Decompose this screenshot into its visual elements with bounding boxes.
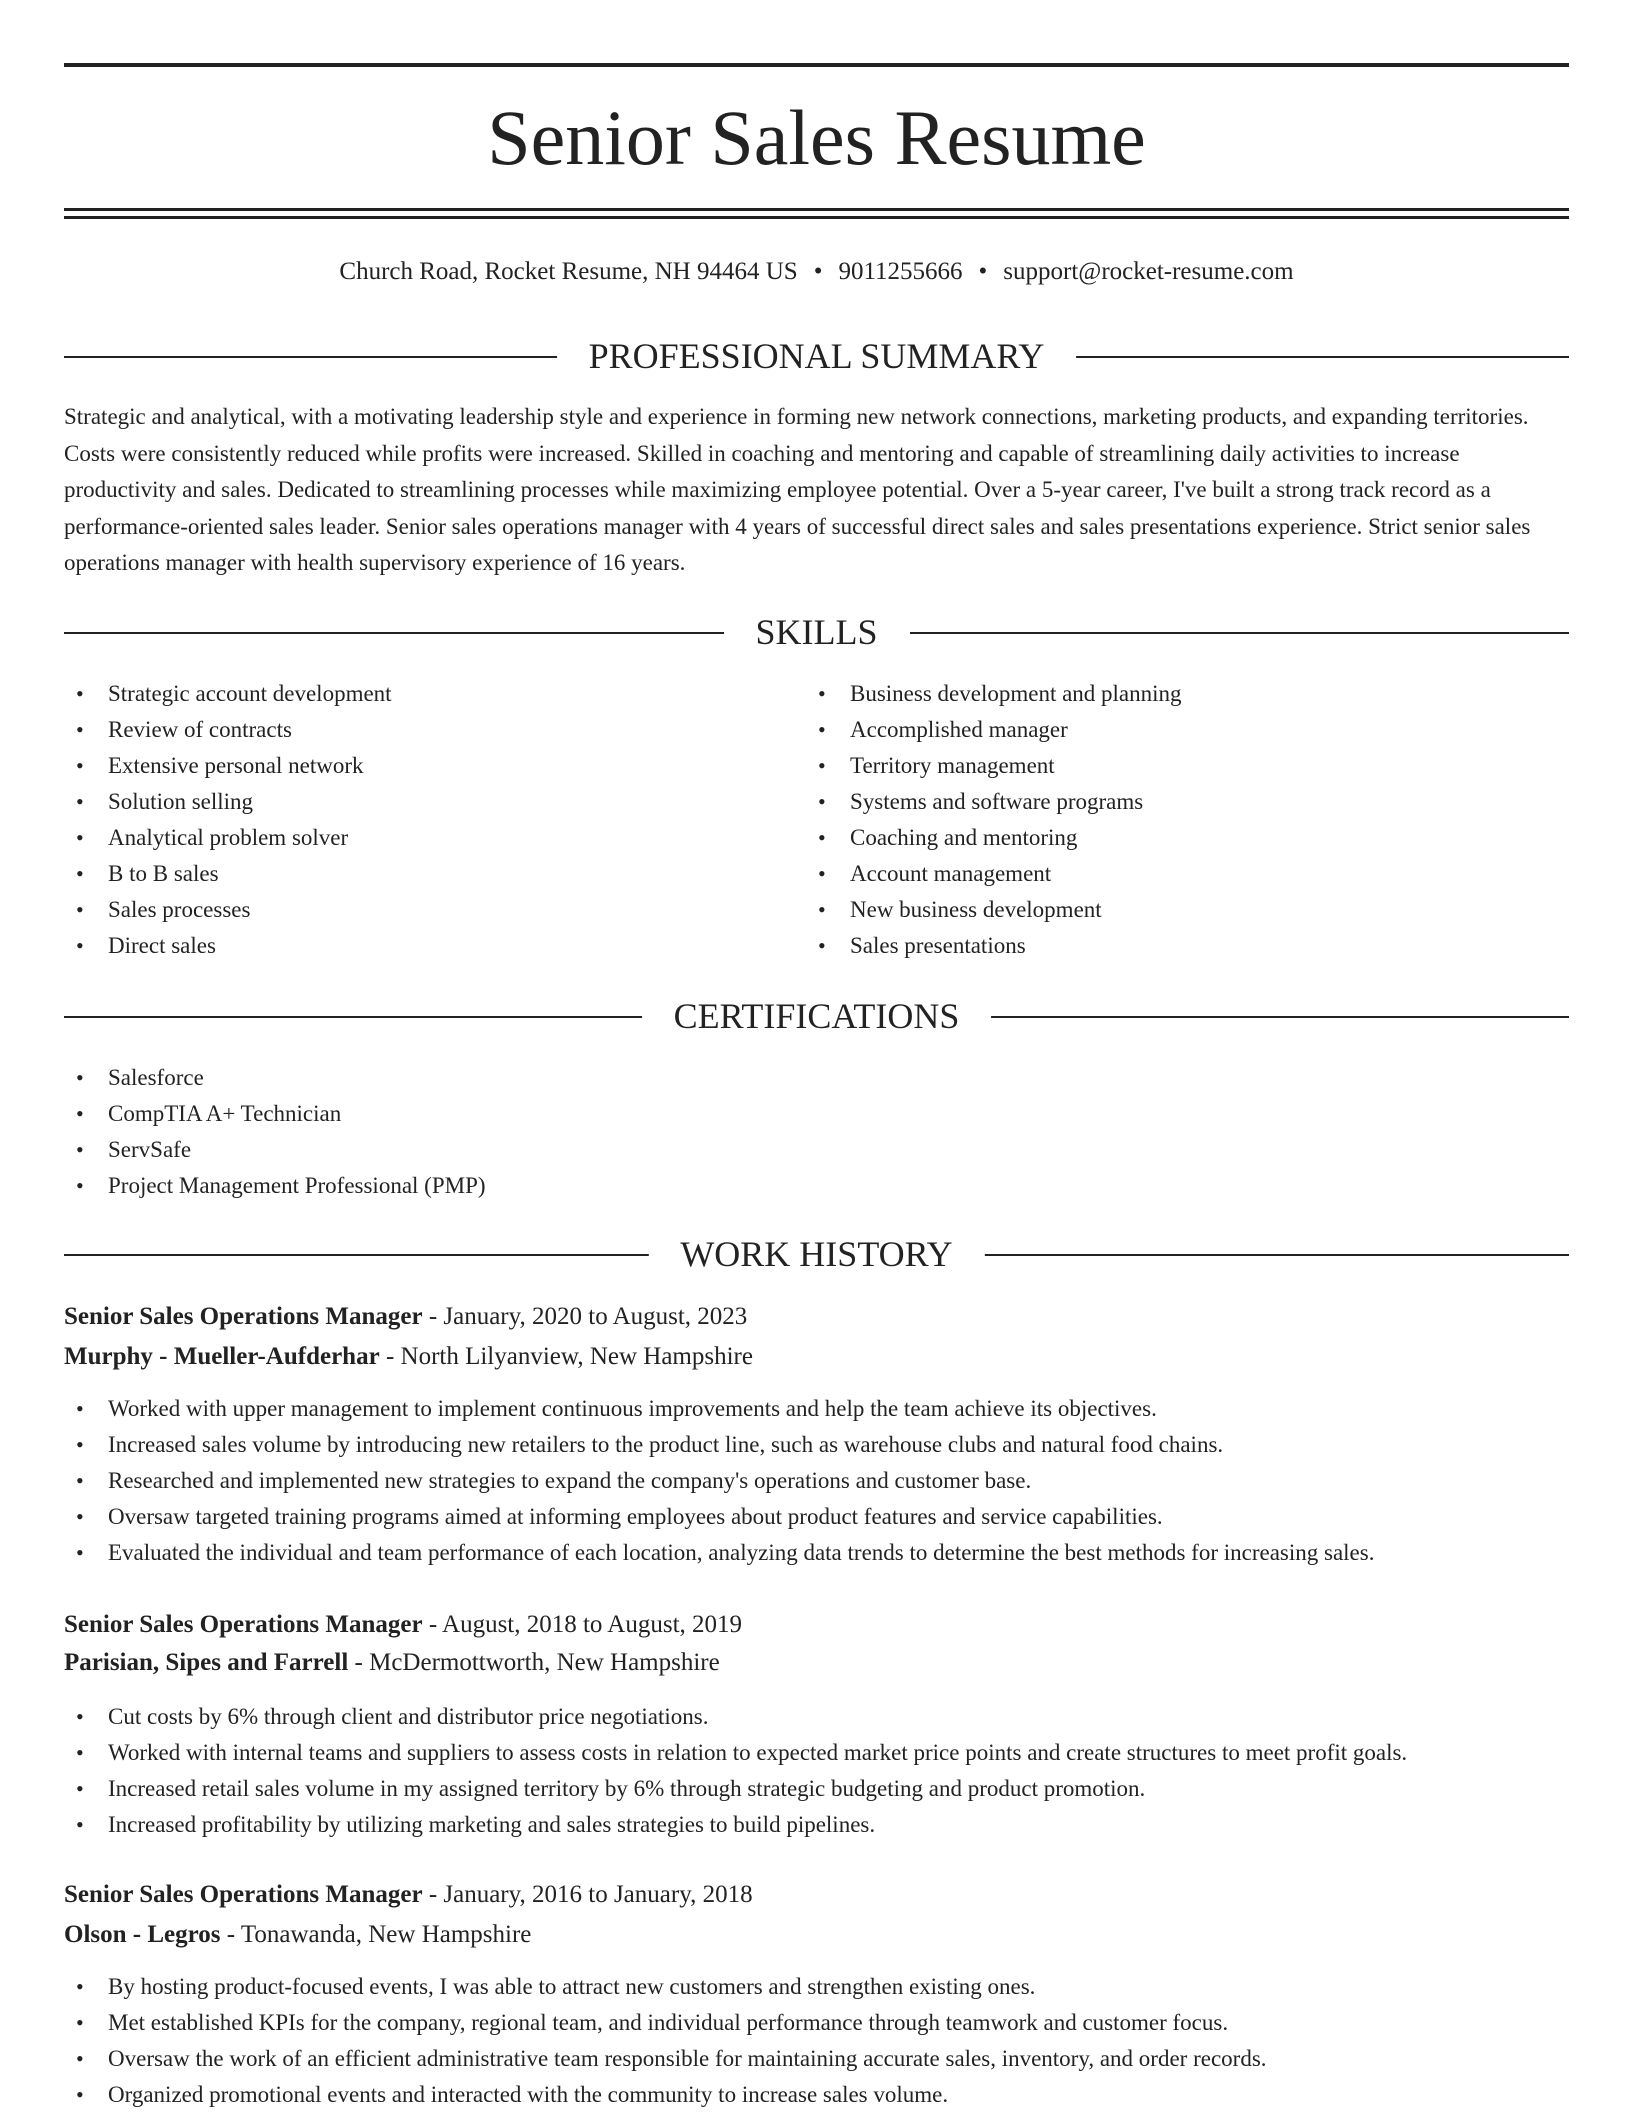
- job-bullet: • Increased retail sales volume in my assigned territory by 6% through strategic budgeting and product promotion.: [64, 1771, 1569, 1807]
- skill-item: • Territory management: [806, 748, 1506, 784]
- contact-address: Church Road, Rocket Resume, NH 94464 US: [339, 258, 798, 285]
- skills-list-right: [806, 676, 1506, 964]
- heading-text: SKILLS: [723, 607, 909, 657]
- section-heading-work-history: [64, 1229, 1569, 1279]
- job-title: Senior Sales Operations Manager: [64, 1881, 423, 1908]
- skill-item: • Account management: [806, 856, 1506, 892]
- contact-line: [64, 252, 1569, 292]
- job-bullet: • Increased profitability by utilizing marketing and sales strategies to build pipelines.: [64, 1807, 1569, 1843]
- contact-separator: •: [978, 258, 988, 285]
- heading-text: WORK HISTORY: [648, 1229, 984, 1279]
- certifications-list: [64, 1060, 1564, 1204]
- skill-item: • Strategic account development: [64, 676, 764, 712]
- skill-item: • Direct sales: [64, 928, 764, 964]
- title-double-rule-upper: [64, 208, 1569, 211]
- job-location: - McDermottworth, New Hampshire: [354, 1649, 720, 1676]
- job-bullets: [64, 1391, 1569, 1571]
- job-bullets: [64, 1699, 1569, 1843]
- job-title: Senior Sales Operations Manager: [64, 1303, 423, 1330]
- skill-item: • Business development and planning: [806, 676, 1506, 712]
- skill-item: • Review of contracts: [64, 712, 764, 748]
- skill-item: • Analytical problem solver: [64, 820, 764, 856]
- job-bullets: [64, 1969, 1569, 2113]
- job-company-line: [64, 1337, 753, 1377]
- skills-list-left: [64, 676, 764, 964]
- job-company: Olson - Legros: [64, 1921, 221, 1948]
- section-heading-skills: [64, 607, 1569, 657]
- certification-item: • ServSafe: [64, 1132, 1564, 1168]
- job-bullet: • Met established KPIs for the company, regional team, and individual performance through teamwork and customer focus.: [64, 2005, 1569, 2041]
- title-double-rule-lower: [64, 216, 1569, 219]
- job-title-line: [64, 1605, 742, 1645]
- job-bullet: • Worked with upper management to implement continuous improvements and help the team achieve its objectives.: [64, 1391, 1569, 1427]
- job-bullet: • Organized promotional events and interacted with the community to increase sales volume.: [64, 2077, 1569, 2113]
- certification-item: • Project Management Professional (PMP): [64, 1168, 1564, 1204]
- heading-text: CERTIFICATIONS: [642, 991, 992, 1041]
- contact-separator: •: [813, 258, 823, 285]
- skill-item: • Coaching and mentoring: [806, 820, 1506, 856]
- certification-item: • CompTIA A+ Technician: [64, 1096, 1564, 1132]
- job-bullet: • Researched and implemented new strategies to expand the company's operations and customer base.: [64, 1463, 1569, 1499]
- skill-item: • Sales presentations: [806, 928, 1506, 964]
- skill-item: • New business development: [806, 892, 1506, 928]
- certification-item: • Salesforce: [64, 1060, 1564, 1096]
- job-location: - Tonawanda, New Hampshire: [226, 1921, 532, 1948]
- heading-text: PROFESSIONAL SUMMARY: [557, 331, 1077, 381]
- skill-item: • B to B sales: [64, 856, 764, 892]
- job-title: Senior Sales Operations Manager: [64, 1611, 423, 1638]
- skill-item: • Extensive personal network: [64, 748, 764, 784]
- contact-email: support@rocket-resume.com: [1003, 258, 1294, 285]
- job-bullet: • Evaluated the individual and team performance of each location, analyzing data trends to determine the best methods for increasing sales.: [64, 1535, 1569, 1571]
- resume-title: Senior Sales Resume: [487, 94, 1146, 181]
- top-rule: [64, 63, 1569, 67]
- skill-item: • Sales processes: [64, 892, 764, 928]
- skill-item: • Accomplished manager: [806, 712, 1506, 748]
- summary-paragraph: Strategic and analytical, with a motivating leadership style and experience in forming new network connections, marketing products, and expanding territories. Costs were consistently reduced while profits were increased. Skilled in coaching and mentoring and capable of streamlining daily activities to increase productivity and sales. Dedicated to streamlining processes while maximizing employee potential. Over a 5-year career, I've built a strong track record as a performance-oriented sales leader. Senior sales operations manager with 4 years of successful direct sales and sales presentations experience. Strict senior sales operations manager with health supervisory experience of 16 years.: [64, 404, 1531, 575]
- section-heading-certifications: [64, 991, 1569, 1041]
- job-dates: - August, 2018 to August, 2019: [428, 1611, 743, 1638]
- job-company: Murphy - Mueller-Aufderhar: [64, 1343, 380, 1370]
- job-bullet: • Oversaw targeted training programs aimed at informing employees about product features and service capabilities.: [64, 1499, 1569, 1535]
- job-bullet: • Oversaw the work of an efficient administrative team responsible for maintaining accurate sales, inventory, and order records.: [64, 2041, 1569, 2077]
- job-company-line: [64, 1915, 531, 1955]
- job-location: - North Lilyanview, New Hampshire: [385, 1343, 753, 1370]
- skill-item: • Solution selling: [64, 784, 764, 820]
- job-bullet: • Increased sales volume by introducing new retailers to the product line, such as warehouse clubs and natural food chains.: [64, 1427, 1569, 1463]
- job-company-line: [64, 1643, 720, 1683]
- job-title-line: [64, 1297, 747, 1337]
- skill-item: • Systems and software programs: [806, 784, 1506, 820]
- section-heading-summary: [64, 331, 1569, 381]
- job-bullet: • Worked with internal teams and suppliers to assess costs in relation to expected market price points and create structures to meet profit goals.: [64, 1735, 1569, 1771]
- job-dates: - January, 2016 to January, 2018: [428, 1881, 753, 1908]
- job-bullet: • Cut costs by 6% through client and distributor price negotiations.: [64, 1699, 1569, 1735]
- job-bullet: • By hosting product-focused events, I was able to attract new customers and strengthen existing ones.: [64, 1969, 1569, 2005]
- job-company: Parisian, Sipes and Farrell: [64, 1649, 349, 1676]
- job-title-line: [64, 1875, 753, 1915]
- contact-phone: 9011255666: [838, 258, 963, 285]
- job-dates: - January, 2020 to August, 2023: [428, 1303, 748, 1330]
